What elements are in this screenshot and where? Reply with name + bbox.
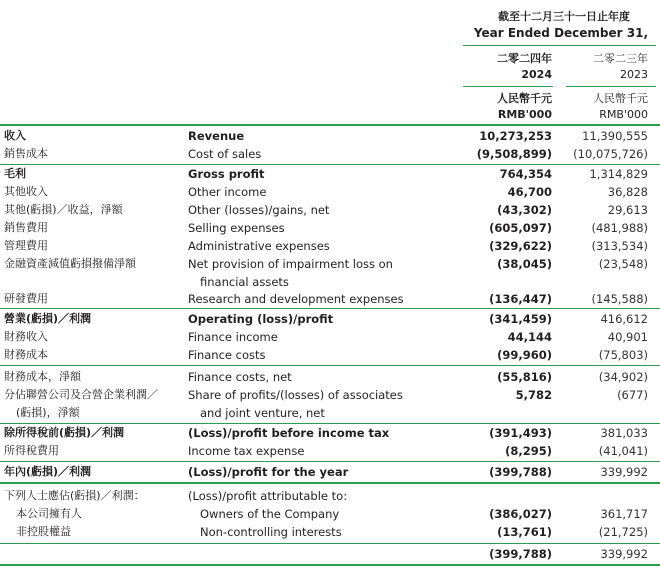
- row-label-zh: 其他(虧損)／收益，淨額: [4, 203, 123, 216]
- row-label-zh: 年內(虧損)／利潤: [4, 465, 92, 478]
- table-row: [0, 219, 660, 237]
- value-2024: 5,782: [515, 388, 552, 402]
- rule-after-cost: [0, 164, 660, 165]
- row-label-en: Administrative expenses: [188, 239, 330, 253]
- row-label-zh: 銷售費用: [4, 221, 48, 234]
- row-label-zh: 除所得稅前(虧損)／利潤: [4, 426, 125, 439]
- row-label-zh: 分佔聯營公司及合營企業利潤／: [4, 388, 158, 401]
- value-2023: (75,803): [598, 348, 648, 362]
- table-row: [0, 346, 660, 364]
- row-label-zh: 財務成本: [4, 348, 48, 361]
- row-label-en: Finance costs, net: [188, 370, 292, 384]
- header-rule-mid-2023: [566, 86, 656, 87]
- row-label-en: Finance costs: [188, 348, 266, 362]
- row-label-zh: 毛利: [4, 167, 26, 180]
- value-2024: (99,960): [497, 348, 552, 362]
- value-2024: (399,788): [489, 547, 552, 561]
- value-2023: 29,613: [607, 203, 648, 217]
- table-row: [0, 505, 660, 523]
- rule-before-total: [0, 543, 660, 544]
- header-bottom-rule: [0, 124, 660, 126]
- table-row: [0, 255, 660, 289]
- row-label-en: Share of profits/(losses) of associates: [188, 388, 403, 402]
- table-row: [0, 545, 660, 563]
- value-2023: 361,717: [600, 507, 648, 521]
- col2023-unit-en: RMB'000: [599, 108, 648, 121]
- table-row: [0, 386, 660, 420]
- value-2024: (391,493): [489, 426, 552, 440]
- value-2024: (43,302): [497, 203, 552, 217]
- row-label-zh: 收入: [4, 129, 26, 142]
- col2023-zh: 二零二三年: [593, 52, 648, 65]
- value-2024: 10,273,253: [479, 129, 552, 143]
- row-label-en: Finance income: [188, 330, 278, 344]
- value-2023: 381,033: [600, 426, 648, 440]
- value-2024: (399,788): [489, 465, 552, 479]
- table-row: [0, 368, 660, 386]
- value-2023: 1,314,829: [589, 167, 648, 181]
- value-2023: 36,828: [607, 185, 648, 199]
- row-label-zh-continued: (虧損)，淨額: [16, 406, 80, 419]
- table-row: [0, 183, 660, 201]
- table-row: [0, 424, 660, 442]
- row-label-zh: 營業(虧損)／利潤: [4, 312, 92, 325]
- rule-after-year: [0, 482, 660, 484]
- row-label-zh: 本公司擁有人: [16, 507, 82, 520]
- value-2023: (21,725): [598, 525, 648, 539]
- row-label-en: Operating (loss)/profit: [188, 312, 334, 326]
- col2024-zh: 二零二四年: [497, 52, 552, 65]
- table-row: [0, 310, 660, 328]
- row-label-zh: 財務成本，淨額: [4, 370, 81, 383]
- value-2023: (677): [617, 388, 648, 402]
- header-rule-top: [463, 45, 656, 46]
- value-2023: 40,901: [607, 330, 648, 344]
- value-2024: 764,354: [499, 167, 552, 181]
- table-row: [0, 328, 660, 346]
- value-2023: (10,075,726): [573, 147, 648, 161]
- row-label-en: Research and development expenses: [188, 292, 404, 306]
- row-label-en: Other income: [188, 185, 267, 199]
- row-label-en-continued: and joint venture, net: [200, 406, 325, 420]
- value-2024: (55,816): [497, 370, 552, 384]
- value-2024: (8,295): [505, 444, 552, 458]
- row-label-en-continued: financial assets: [200, 275, 289, 289]
- col2024-unit-zh: 人民幣千元: [497, 92, 552, 105]
- row-label-zh: 財務收入: [4, 330, 48, 343]
- value-2024: (341,459): [489, 312, 552, 326]
- table-row: [0, 463, 660, 481]
- value-2024: (386,027): [489, 507, 552, 521]
- row-label-zh: 非控股權益: [16, 525, 71, 538]
- value-2023: (34,902): [598, 370, 648, 384]
- value-2024: (136,447): [489, 292, 552, 306]
- rule-after-total: [0, 564, 660, 566]
- row-label-en: (Loss)/profit attributable to:: [188, 489, 348, 503]
- row-label-en: Cost of sales: [188, 147, 262, 161]
- value-2023: (23,548): [598, 257, 648, 271]
- value-2023: 339,992: [600, 465, 648, 479]
- table-row: [0, 290, 660, 308]
- row-label-zh: 管理費用: [4, 239, 48, 252]
- row-label-en: (Loss)/profit before income tax: [188, 426, 390, 440]
- row-label-en: Other (losses)/gains, net: [188, 203, 330, 217]
- period-title-zh: 截至十二月三十一日止年度: [498, 10, 630, 23]
- row-label-zh: 銷售成本: [4, 147, 48, 160]
- value-2024: 44,144: [507, 330, 552, 344]
- value-2023: (313,534): [591, 239, 648, 253]
- row-label-zh: 其他收入: [4, 185, 48, 198]
- value-2023: (145,588): [591, 292, 648, 306]
- row-label-zh: 研發費用: [4, 292, 48, 305]
- value-2023: 339,992: [600, 547, 648, 561]
- value-2024: (38,045): [497, 257, 552, 271]
- period-title-en: Year Ended December 31,: [473, 26, 648, 40]
- table-row: [0, 523, 660, 541]
- row-label-en: Gross profit: [188, 167, 265, 181]
- rule-after-finance: [0, 365, 660, 366]
- row-label-en: Non-controlling interests: [200, 525, 342, 539]
- row-label-en: Income tax expense: [188, 444, 305, 458]
- value-2024: 46,700: [507, 185, 552, 199]
- col2023-unit-zh: 人民幣千元: [593, 92, 648, 105]
- row-label-zh: 所得稅費用: [4, 444, 59, 457]
- table-row: [0, 442, 660, 460]
- value-2023: 11,390,555: [582, 129, 648, 143]
- table-row: [0, 201, 660, 219]
- table-row: [0, 127, 660, 145]
- col2024-unit-en: RMB'000: [497, 108, 552, 121]
- table-row: [0, 487, 660, 505]
- row-label-en: Net provision of impairment loss on: [188, 257, 393, 271]
- header-rule-mid-2024: [463, 86, 553, 87]
- rule-after-share: [0, 423, 660, 424]
- table-row: [0, 165, 660, 183]
- col2023-year: 2023: [620, 68, 648, 81]
- rule-before-year: [0, 461, 660, 462]
- row-label-zh: 金融資產減值虧損撥備淨額: [4, 257, 136, 270]
- col2024-year: 2024: [521, 68, 552, 81]
- value-2023: (41,041): [598, 444, 648, 458]
- value-2023: 416,612: [600, 312, 648, 326]
- row-label-en: Revenue: [188, 129, 245, 143]
- table-row: [0, 237, 660, 255]
- value-2024: (605,097): [489, 221, 552, 235]
- row-label-en: Selling expenses: [188, 221, 285, 235]
- rule-after-rnd: [0, 308, 660, 309]
- value-2023: (481,988): [591, 221, 648, 235]
- value-2024: (329,622): [489, 239, 552, 253]
- value-2024: (13,761): [497, 525, 552, 539]
- row-label-en: Owners of the Company: [200, 507, 340, 521]
- row-label-en: (Loss)/profit for the year: [188, 465, 349, 479]
- table-row: [0, 145, 660, 163]
- value-2024: (9,508,899): [476, 147, 552, 161]
- row-label-zh: 下列人士應佔(虧損)／利潤：: [4, 489, 145, 502]
